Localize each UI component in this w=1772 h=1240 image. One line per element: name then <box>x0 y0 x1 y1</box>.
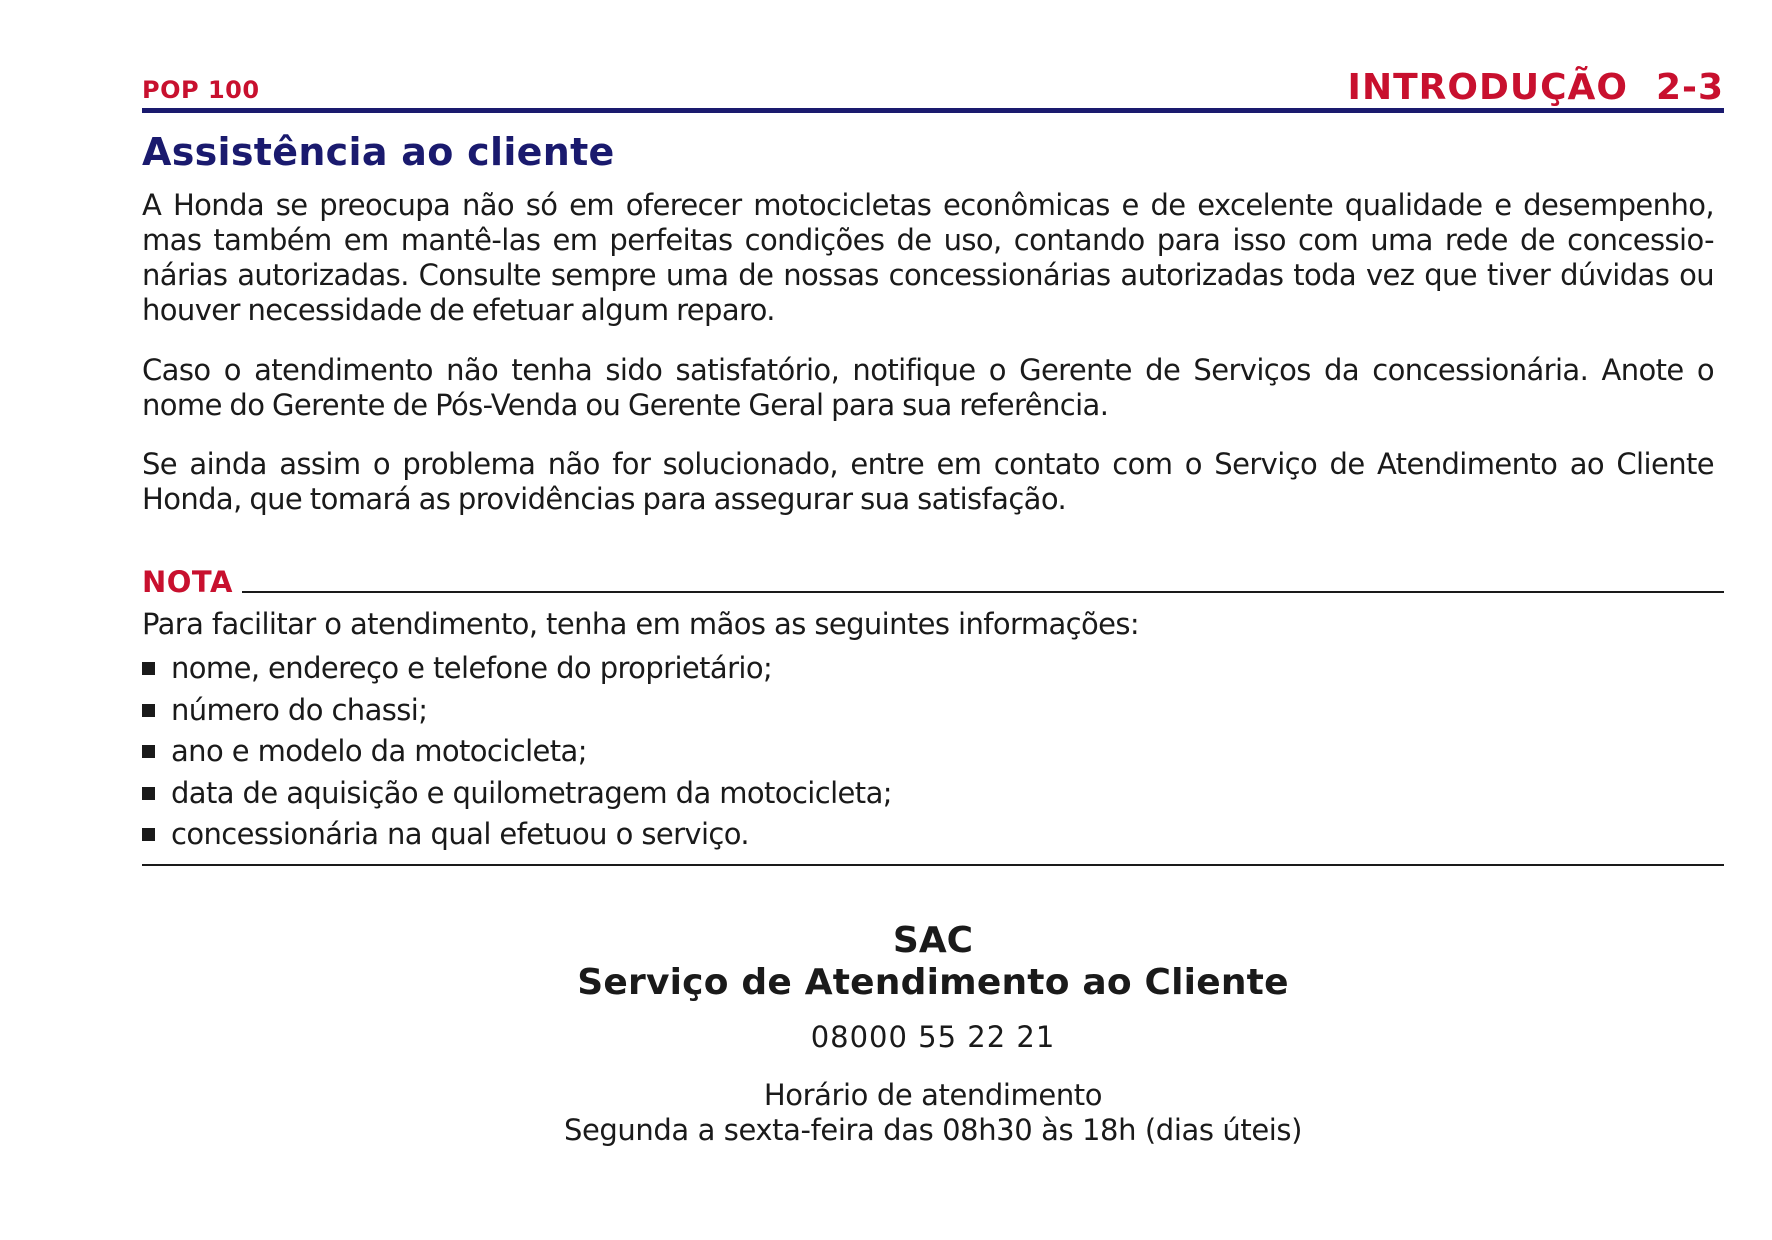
square-bullet-icon <box>142 662 155 675</box>
section-heading <box>1348 67 1724 108</box>
sac-hours: Segunda a sexta-feira das 08h30 às 18h (dias úteis) <box>563 1113 1303 1147</box>
nota-bottom-rule <box>142 864 1724 866</box>
list-item-text: ano e modelo da motocicleta; <box>171 734 587 768</box>
list-item <box>142 648 892 690</box>
page-number: 2-3 <box>1655 67 1724 108</box>
section-name: INTRODUÇÃO <box>1347 67 1628 108</box>
sac-block <box>142 920 1724 1148</box>
page-title: Assistência ao cliente <box>142 130 615 174</box>
manual-page <box>142 0 1724 1240</box>
paragraph-1: A Honda se preocupa não só em oferecer motocicletas econômicas e de excelente qualidade e desempenho, mas também em mantê-las em perfeitas condições de uso, contando para isso com uma rede de concessio-nárias autorizadas. Consulte sempre uma de nossas concessionárias autorizadas toda vez que tiver dúvidas ou houver necessidade de efetuar algum reparo. <box>142 188 1714 327</box>
square-bullet-icon <box>142 787 155 800</box>
model-name: POP 100 <box>142 76 260 104</box>
nota-divider <box>242 591 1724 593</box>
page-header <box>142 58 1724 112</box>
sac-subtitle: Serviço de Atendimento ao Cliente <box>577 962 1289 1003</box>
sac-hours-label: Horário de atendimento <box>763 1078 1103 1112</box>
list-item <box>142 731 892 773</box>
list-item-text: data de aquisição e quilometragem da motocicleta; <box>171 775 892 810</box>
header-rule <box>142 108 1724 113</box>
square-bullet-icon <box>142 704 155 717</box>
sac-title: SAC <box>892 920 974 961</box>
list-item <box>142 814 892 856</box>
list-item-text: concessionária na qual efetuou o serviço. <box>171 817 750 851</box>
list-item <box>142 690 892 732</box>
list-item <box>142 773 892 815</box>
sac-phone-number: 08000 55 22 21 <box>810 1020 1056 1054</box>
nota-label: NOTA <box>142 565 241 599</box>
list-item-text: número do chassi; <box>171 692 428 727</box>
list-item-text: nome, endereço e telefone do proprietário; <box>171 651 773 685</box>
nota-list <box>142 648 892 856</box>
nota-intro: Para facilitar o atendimento, tenha em mãos as seguintes informações: <box>142 607 1140 641</box>
paragraph-3: Se ainda assim o problema não for solucionado, entre em contato com o Serviço de Atendimento ao Cliente Honda, que tomará as providências para assegurar sua satisfação. <box>142 447 1714 516</box>
square-bullet-icon <box>142 745 155 758</box>
nota-header <box>142 565 1724 601</box>
paragraph-2: Caso o atendimento não tenha sido satisfatório, notifique o Gerente de Serviços da concessionária. Anote o nome do Gerente de Pós-Venda ou Gerente Geral para sua referência. <box>142 353 1714 422</box>
square-bullet-icon <box>142 828 155 841</box>
